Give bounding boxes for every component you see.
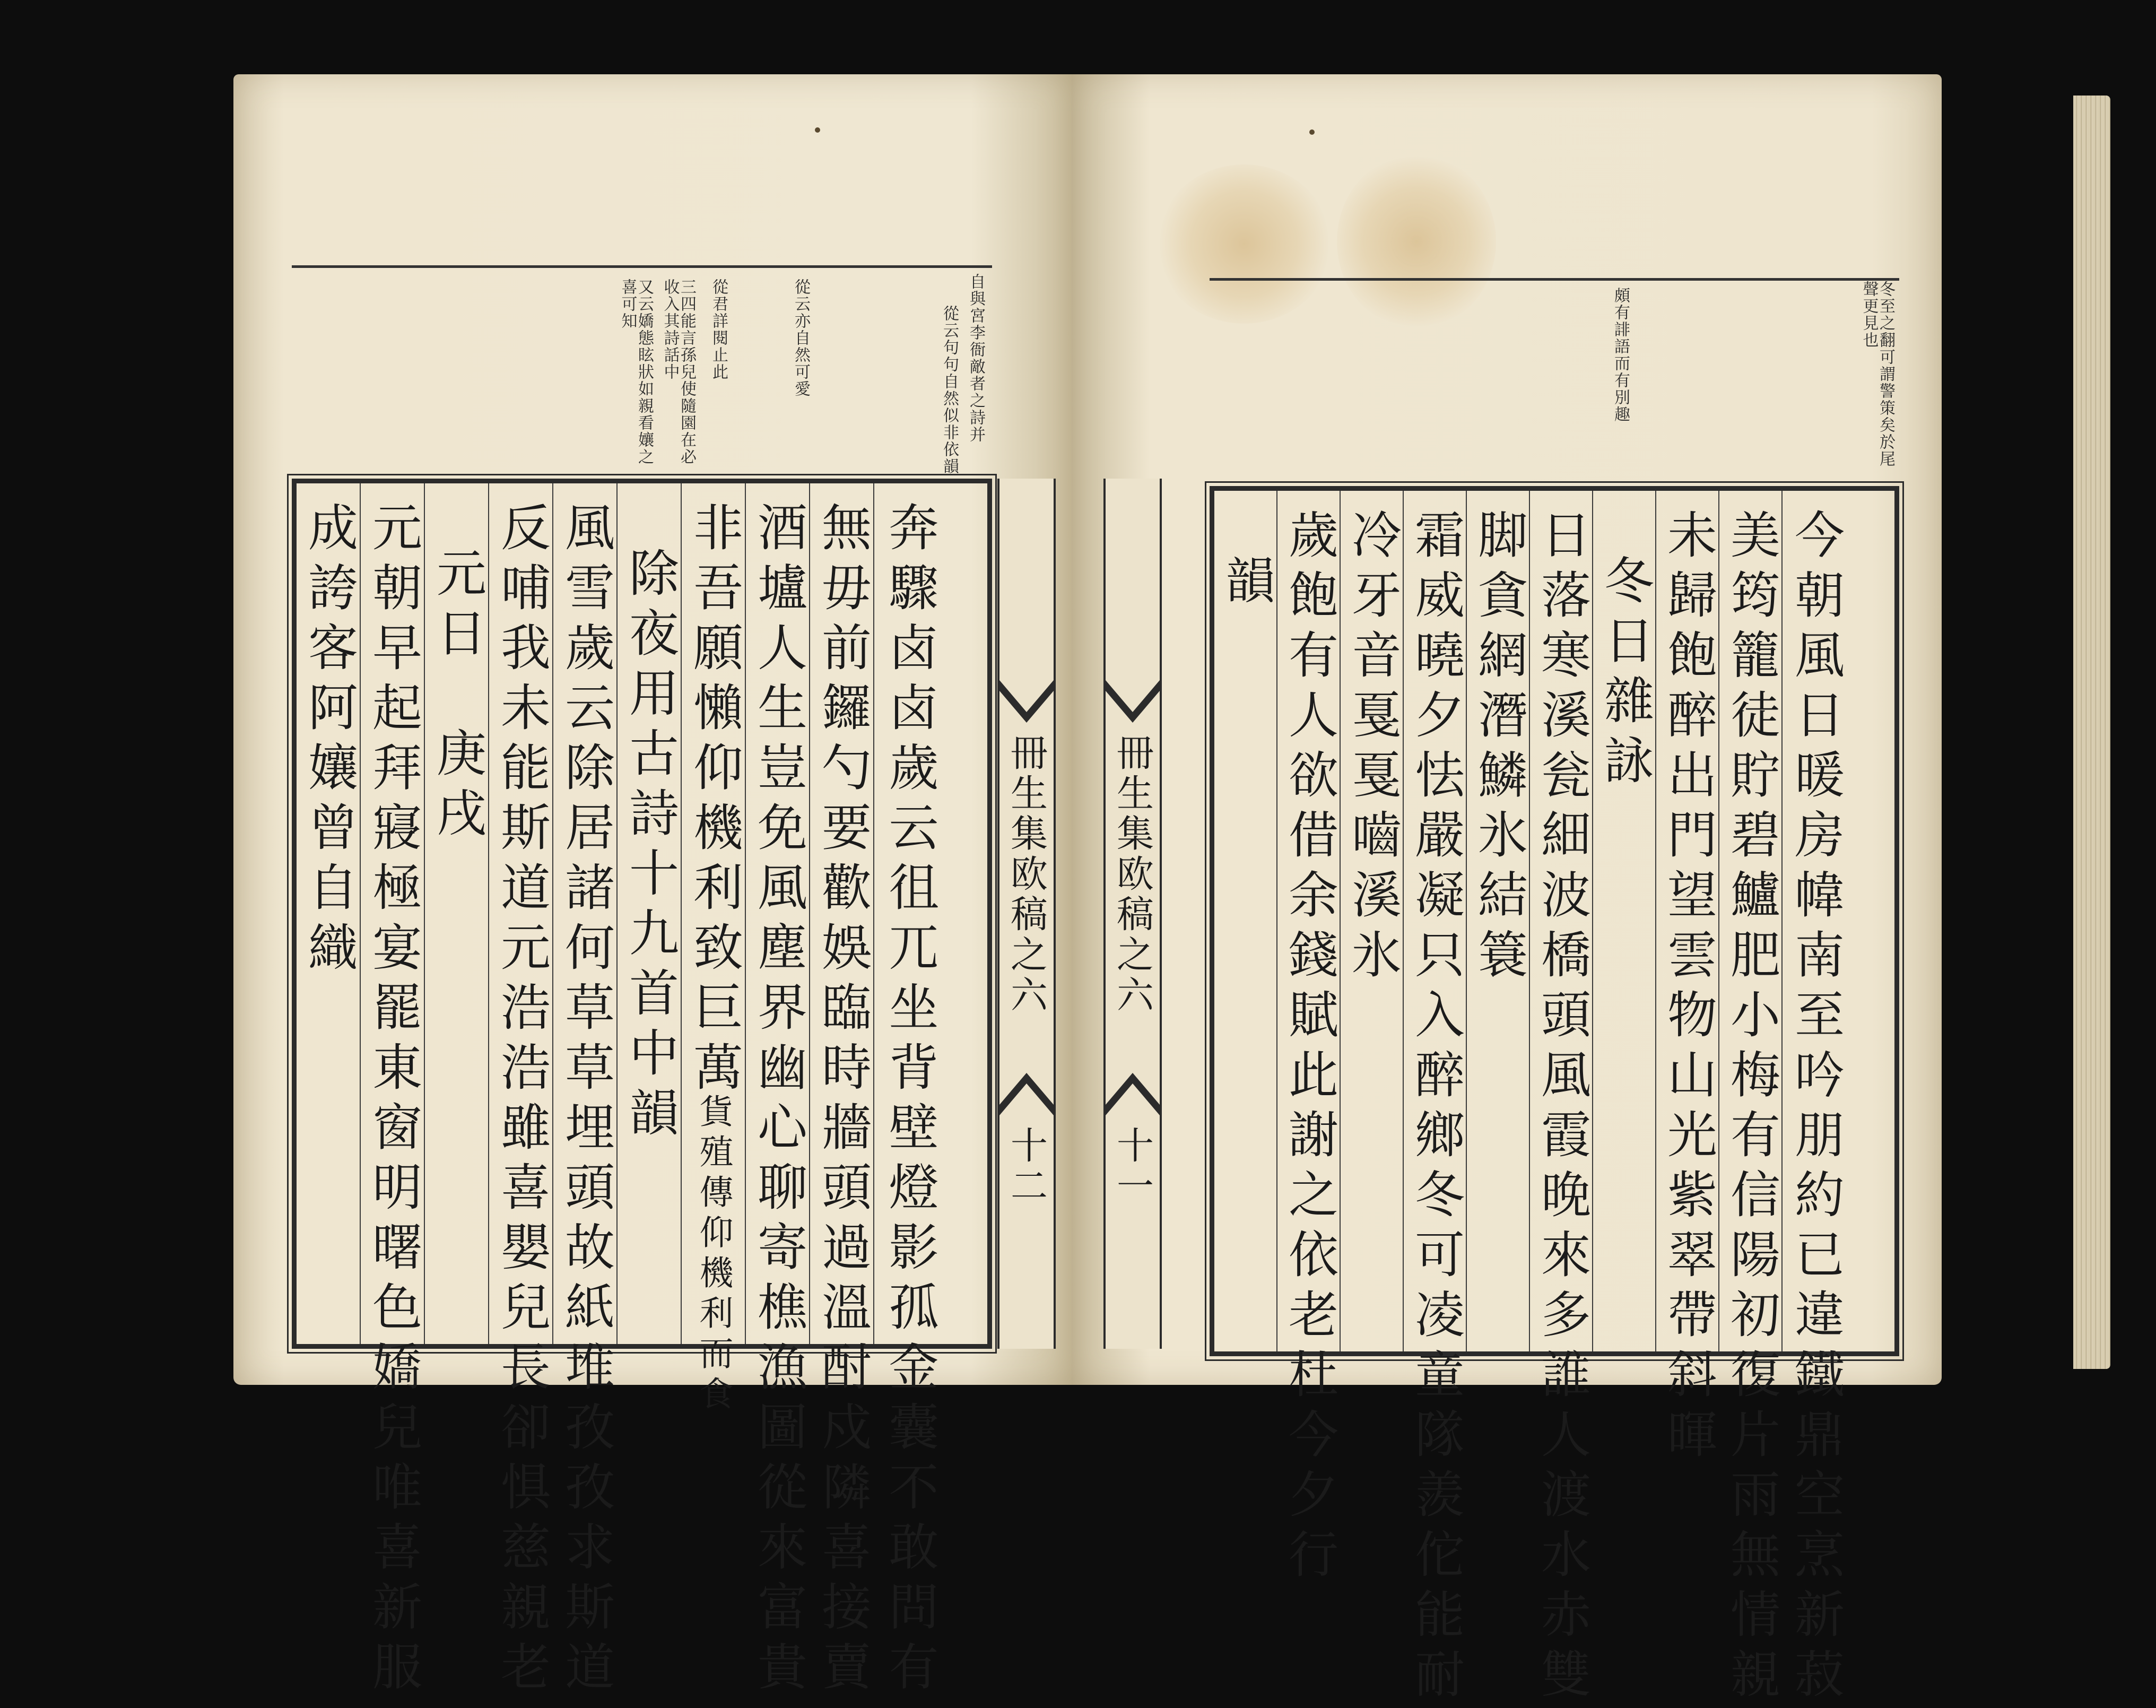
spine-title: 冊生集欧稿之六 <box>1110 733 1154 1016</box>
open-book <box>233 74 1942 1708</box>
text-column: 奔驟卤卤歲云徂兀坐背壁燈影孤金囊不敢問有 <box>880 501 938 1701</box>
right-text-frame <box>1210 486 1899 1708</box>
page-edges <box>2073 96 2110 1369</box>
text-column: 成誇客阿孃曾自織 <box>297 483 361 1344</box>
text-column: 非吾願懶仰機利致巨萬 貨殖傳仰機利而食 <box>682 483 746 1344</box>
spine-title: 冊生集欧稿之六 <box>1004 733 1048 1016</box>
text-column: 未歸飽醉出門望雲物山光紫翠帶斜暉 <box>1656 491 1719 1351</box>
left-spine-band <box>997 479 1056 1349</box>
headnote: 從君詳閱止此 <box>709 279 728 380</box>
right-spine-band <box>1103 479 1162 1349</box>
left-text-frame <box>292 479 992 1701</box>
headnote: 又云嬌態眩狀如親看孃之喜可知 <box>618 279 654 465</box>
text-column: 元朝早起拜寢極宴罷東窗明曙色嬌兒唯喜新服 <box>361 483 425 1344</box>
text-column: 霜威曉夕怯嚴凝只入醉鄉冬可凌童隊羨佗能耐 <box>1404 491 1467 1351</box>
fish-tail-mark-icon <box>1106 1073 1160 1115</box>
text-column: 反哺我未能斯道元浩浩雖喜嬰兒長卻惧慈親老 <box>489 483 553 1344</box>
text-column: 美筠籠徒貯碧鱸肥小梅有信陽初復片雨無情親 <box>1719 491 1783 1351</box>
headnote: 冬至之翻可謂警策矣於尾聲更見也 <box>1859 281 1895 467</box>
text-column: 除夜用古詩十九首中韻 <box>618 483 682 1344</box>
page-number: 十二 <box>1004 1126 1048 1207</box>
ink-speck <box>815 127 820 133</box>
headnote: 頗有誹語而有別趣 <box>1611 287 1630 423</box>
fish-tail-mark-icon <box>999 1073 1054 1115</box>
right-headnote-area <box>1210 278 1899 488</box>
page-number: 十一 <box>1110 1126 1154 1207</box>
ink-speck <box>1309 129 1315 135</box>
text-column: 今朝風日暖房幃南至吟朋約已違鐵鼎空烹新菽 <box>1786 509 1844 1708</box>
text-column: 酒壚人生豈免風塵界幽心聊寄樵漁圖從來富貴 <box>746 483 810 1344</box>
left-headnote-area <box>292 265 992 480</box>
text-column: 冬日雜詠 <box>1593 491 1656 1351</box>
headnote: 從云句句自然似非依韻 <box>940 305 959 475</box>
headnote: 從云亦自然可愛 <box>792 279 810 397</box>
text-column: 韻 <box>1214 491 1277 1351</box>
fish-tail-mark-icon <box>1106 680 1160 723</box>
inline-note: 貨殖傳仰機利而食 <box>693 1094 733 1416</box>
text-column: 無毋前鑼勺要歡娛臨時牆頭過溫酎戍隣喜接賣 <box>810 483 874 1344</box>
text-column: 日落寒溪瓮細波橋頭風霞晚來多誰人渡水赤雙 <box>1530 491 1593 1351</box>
text-column: 冷牙音戛戛嚙溪氷 <box>1341 491 1404 1351</box>
text-column: 歲飽有人欲借余錢賦此謝之依老杜今夕行 <box>1277 491 1341 1351</box>
headnote: 自與宮李衙敵者之詩并 <box>967 273 985 443</box>
text-column: 風雪歲云除居諸何草草埋頭故紙堆孜孜求斯道 <box>553 483 618 1344</box>
fish-tail-mark-icon <box>999 680 1054 723</box>
headnote: 三四能言孫兒使隨園在必收入其詩話中 <box>660 279 696 465</box>
text-column: 元日 庚戌 <box>425 483 489 1344</box>
text-column: 脚貪網潛鱗氷結簑 <box>1467 491 1530 1351</box>
